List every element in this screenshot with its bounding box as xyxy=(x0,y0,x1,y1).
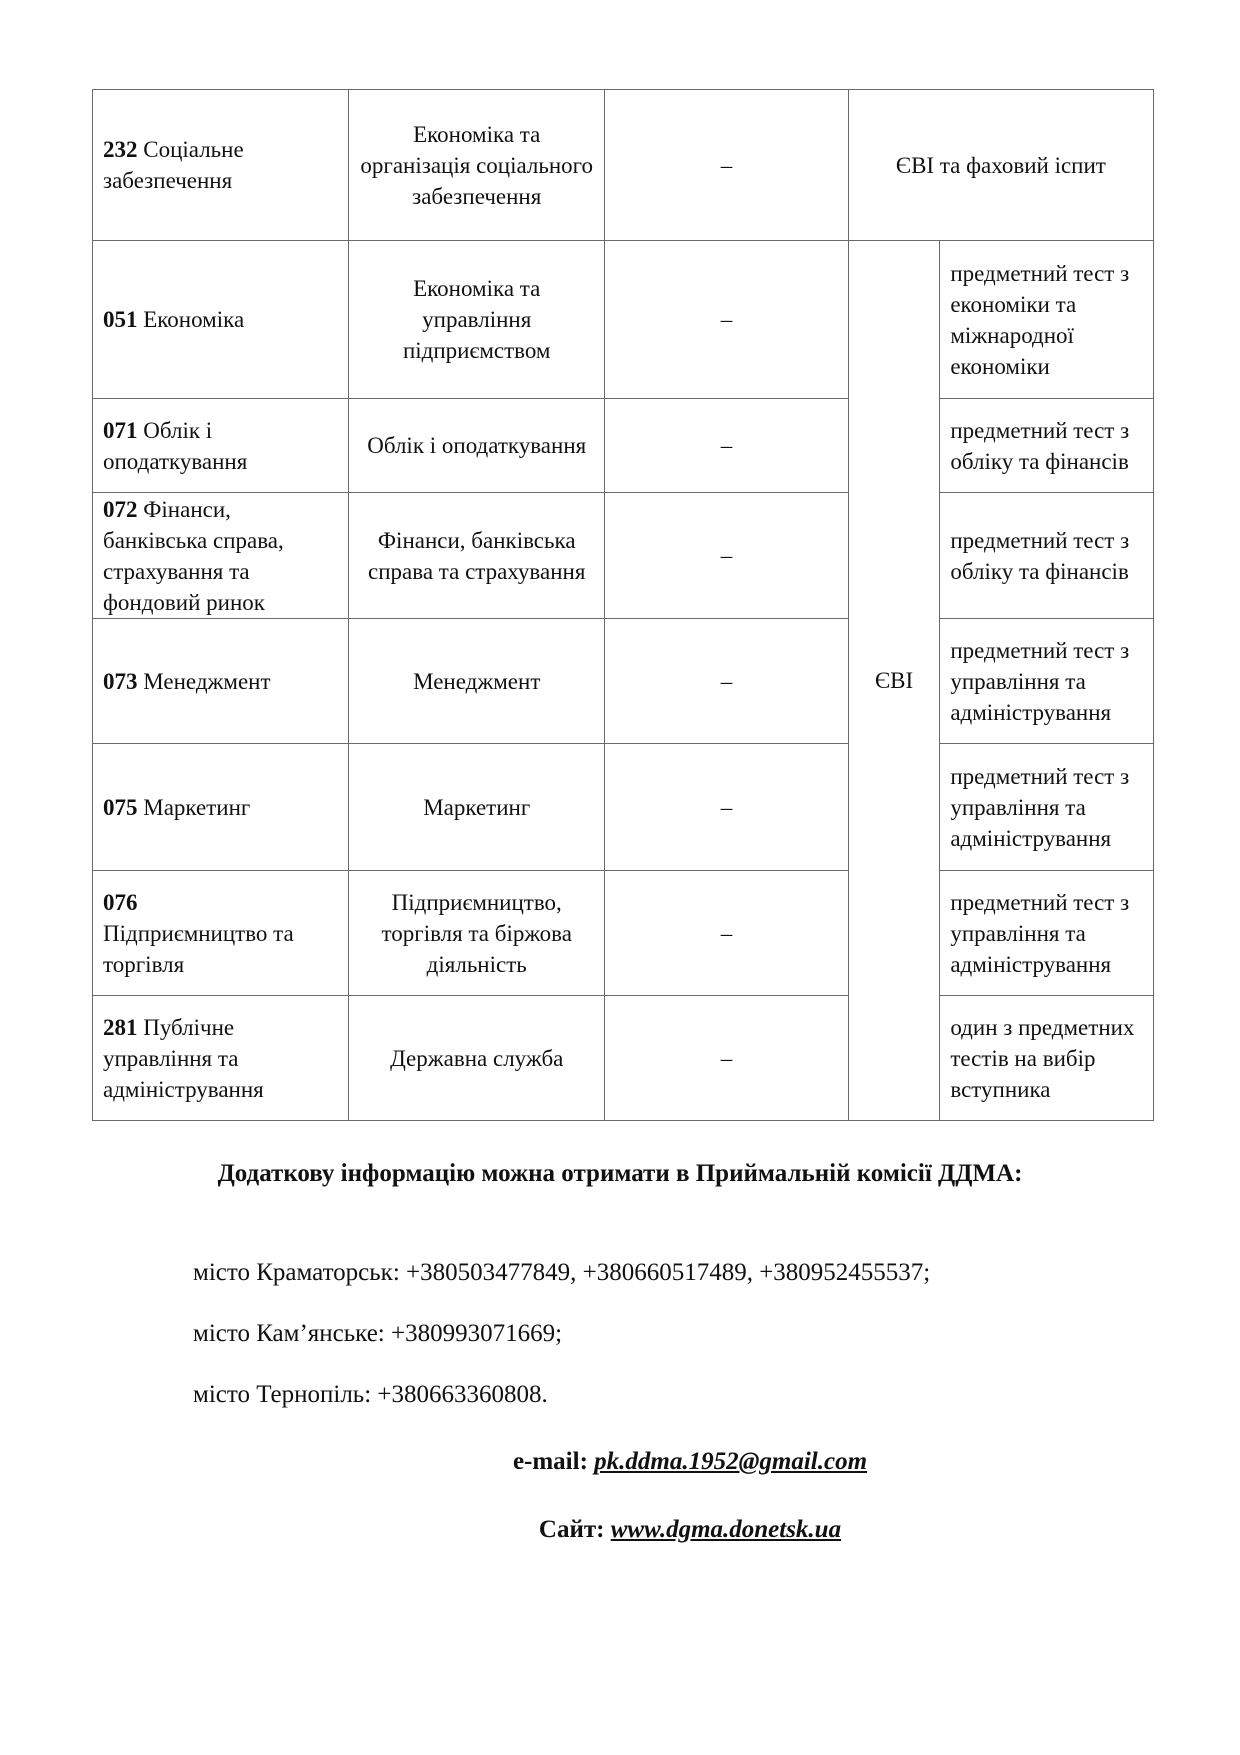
program-cell: Маркетинг xyxy=(349,744,605,871)
table-row xyxy=(93,619,1154,744)
dash-cell: – xyxy=(605,619,848,744)
program-cell: Державна служба xyxy=(349,996,605,1121)
dash-cell: – xyxy=(605,744,848,871)
specialty-code: 073 xyxy=(103,668,138,694)
dash-cell: – xyxy=(605,399,848,493)
specialty-code: 075 xyxy=(103,794,138,820)
admission-table xyxy=(92,89,1154,1121)
specialty-code: 076 xyxy=(103,889,138,915)
info-title: Додаткову інформацію можна отримати в Приймальній комісії ДДМА: xyxy=(217,1160,1023,1187)
exam-cell: ЄВІ та фаховий іспит xyxy=(848,90,1153,241)
dash-cell: – xyxy=(605,996,848,1121)
email-label: e-mail: xyxy=(512,1448,588,1475)
specialty-name: Соціальне забезпечення xyxy=(103,137,244,193)
dash-cell: – xyxy=(605,241,848,399)
test-cell: предметний тест з обліку та фінансів xyxy=(940,493,1154,619)
specialty-name: Менеджмент xyxy=(143,668,271,694)
specialty-name: Підприємництво та торгівля xyxy=(103,920,294,977)
table-row xyxy=(93,493,1154,619)
evi-cell: ЄВІ xyxy=(848,241,940,1121)
email-line xyxy=(70,1448,1240,1476)
specialty-code: 071 xyxy=(103,417,138,443)
program-cell: Облік і оподаткування xyxy=(349,399,605,493)
specialty-name: Економіка xyxy=(143,307,245,332)
specialty-cell xyxy=(93,90,349,241)
specialty-cell xyxy=(93,619,349,744)
specialty-name: Маркетинг xyxy=(143,794,251,820)
site-link[interactable]: www.dgma.donetsk.ua xyxy=(610,1516,842,1543)
test-cell: один з предметних тестів на вибір вступника xyxy=(940,996,1154,1121)
phone-ternopil: місто Тернопіль: +380663360808. xyxy=(193,1381,548,1408)
program-cell: Підприємництво, торгівля та біржова діяльність xyxy=(349,871,605,996)
test-cell: предметний тест з управління та адміністрування xyxy=(940,619,1154,744)
email-link[interactable]: pk.ddma.1952@gmail.com xyxy=(594,1448,868,1475)
table-row xyxy=(93,399,1154,493)
specialty-cell xyxy=(93,399,349,493)
site-label: Сайт: xyxy=(538,1516,605,1543)
table-row xyxy=(93,871,1154,996)
program-cell: Економіка та організація соціального забезпечення xyxy=(349,90,605,241)
specialty-code: 281 xyxy=(103,1014,138,1040)
specialty-code: 232 xyxy=(103,137,138,162)
specialty-cell xyxy=(93,996,349,1121)
specialty-code: 072 xyxy=(103,496,138,522)
test-cell: предметний тест з обліку та фінансів xyxy=(940,399,1154,493)
table-row xyxy=(93,90,1154,241)
specialty-name: Облік і оподаткування xyxy=(103,417,248,474)
specialty-cell xyxy=(93,871,349,996)
test-cell: предметний тест з економіки та міжнародної економіки xyxy=(940,241,1154,399)
phone-kramatorsk: місто Краматорськ: +380503477849, +380660517489, +380952455537; xyxy=(193,1259,931,1286)
specialty-code: 051 xyxy=(103,307,138,332)
program-cell: Економіка та управління підприємством xyxy=(349,241,605,399)
program-cell: Фінанси, банківська справа та страхування xyxy=(349,493,605,619)
specialty-cell xyxy=(93,744,349,871)
specialty-cell xyxy=(93,493,349,619)
table-row xyxy=(93,996,1154,1121)
program-cell: Менеджмент xyxy=(349,619,605,744)
specialty-name: Фінанси, банківська справа, страхування та фондовий ринок xyxy=(103,496,284,615)
table-row xyxy=(93,241,1154,399)
phone-kamianske: місто Кам’янське: +380993071669; xyxy=(193,1320,563,1347)
specialty-name: Публічне управління та адміністрування xyxy=(103,1014,264,1102)
phone-list xyxy=(193,1242,930,1425)
site-line xyxy=(70,1516,1240,1544)
dash-cell: – xyxy=(605,493,848,619)
specialty-cell xyxy=(93,241,349,399)
table-row xyxy=(93,744,1154,871)
test-cell: предметний тест з управління та адміністрування xyxy=(940,744,1154,871)
dash-cell: – xyxy=(605,871,848,996)
dash-cell: – xyxy=(605,90,848,241)
test-cell: предметний тест з управління та адміністрування xyxy=(940,871,1154,996)
